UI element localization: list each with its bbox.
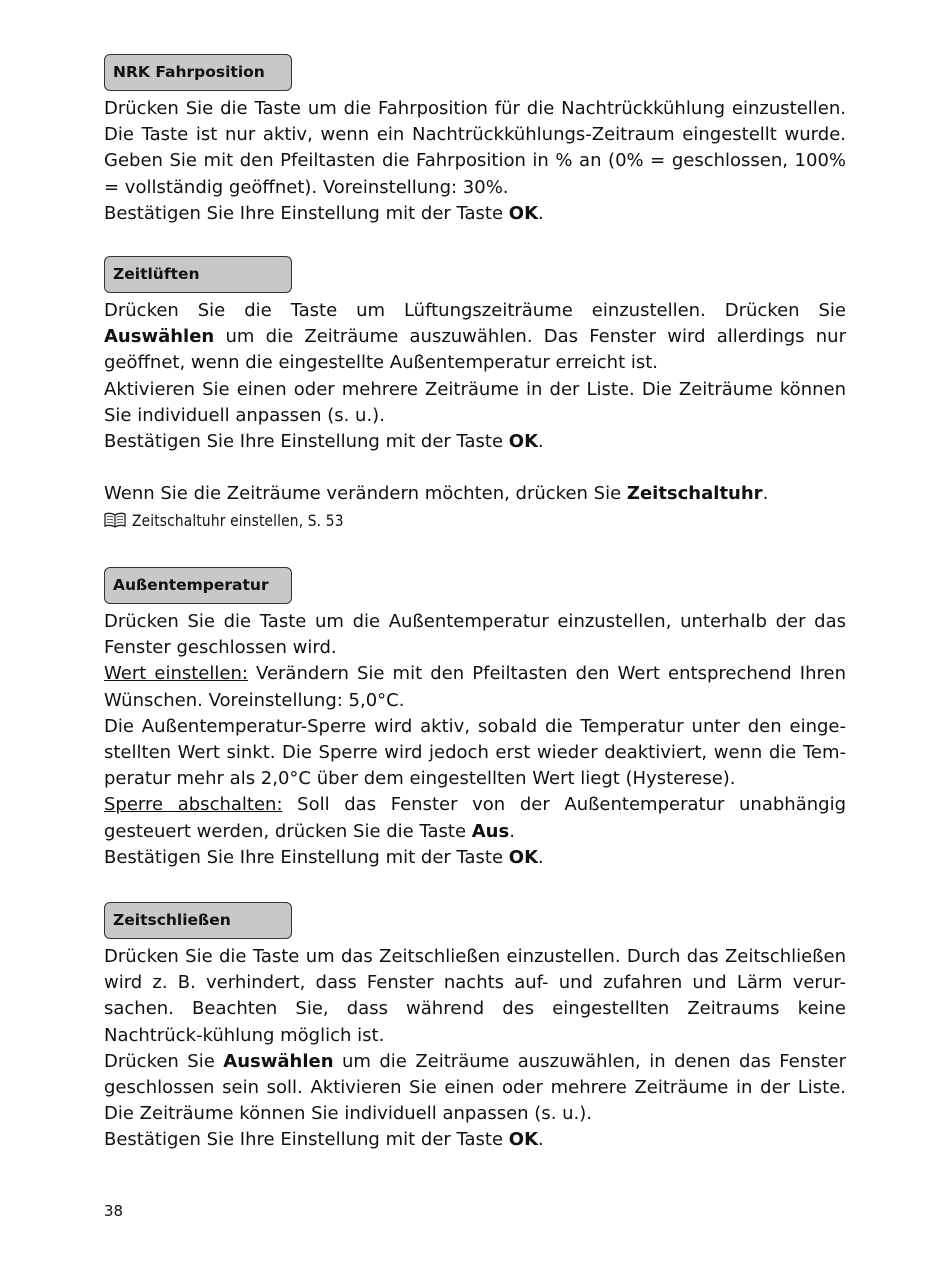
nrk-fahrposition-button[interactable]: NRK Fahrposition xyxy=(104,54,292,91)
zeitschaltuhr-key-label: Zeitschaltuhr xyxy=(626,483,763,505)
wert-einstellen-label: Wert einstellen: xyxy=(104,663,248,685)
paragraph: Sperre abschalten: Soll das Fenster von der Außentemperatur unabhängig gesteuert werden, drücken Sie die Taste Aus. xyxy=(104,794,846,842)
zeitschliessen-button[interactable]: Zeitschließen xyxy=(104,902,292,939)
sperre-abschalten-label: Sperre abschalten: xyxy=(104,794,283,816)
paragraph: Drücken Sie die Taste um Lüftungszeiträume einzustellen. Drücken Sie Auswählen um die Zeiträume auszuwählen. Das Fenster wird allerdings nur geöffnet, wenn die eingestellte Außentemperatur erreicht ist. xyxy=(104,300,846,374)
zeitschliessen-text xyxy=(104,944,846,1154)
paragraph: Wert einstellen: Verändern Sie mit den Pfeiltasten den Wert entsprechend Ihren Wünschen. Voreinstellung: 5,0°C. xyxy=(104,663,846,711)
paragraph: Bestätigen Sie Ihre Einstellung mit der Taste OK. xyxy=(104,431,544,453)
paragraph: Bestätigen Sie Ihre Einstellung mit der Taste OK. xyxy=(104,1129,544,1151)
auswaehlen-key-label: Auswählen xyxy=(223,1050,334,1072)
paragraph: Drücken Sie die Taste um die Fahrposition für die Nachtrückkühlung einzustellen. Die Taste ist nur aktiv, wenn ein Nachtrückkühlungs-Zeitraum eingestellt wurde. Geben Sie mit den Pfeiltasten die Fahrposition in % an (0% = geschlossen, 100% = vollständig geöffnet). Voreinstellung: 30%. xyxy=(104,98,846,198)
paragraph: Wenn Sie die Zeiträume verändern möchten, drücken Sie Zeitschaltuhr. xyxy=(104,483,769,505)
paragraph: Bestätigen Sie Ihre Einstellung mit der Taste OK. xyxy=(104,846,544,868)
page-number: 38 xyxy=(104,1202,124,1220)
aussentemperatur-button[interactable]: Außentemperatur xyxy=(104,567,292,604)
paragraph: Drücken Sie Auswählen um die Zeiträume auszuwählen, in denen das Fenster geschlossen sein soll. Aktivieren Sie einen oder mehrere Zeiträume in der Liste. Die Zeiträume können Sie individuell anpassen (s. u.). xyxy=(104,1050,847,1125)
paragraph: Bestätigen Sie Ihre Einstellung mit der Taste OK. xyxy=(104,202,544,224)
paragraph: Aktivieren Sie einen oder mehrere Zeiträume in der Liste. Die Zeiträume können Sie individuell anpassen (s. u.). xyxy=(104,378,846,426)
ok-key-label: OK xyxy=(508,1129,539,1151)
ok-key-label: OK xyxy=(508,202,539,224)
paragraph: Drücken Sie die Taste um die Außentemperatur einzustellen, unterhalb der das Fenster geschlossen wird. xyxy=(104,611,846,659)
zeitlueften-button[interactable]: Zeitlüften xyxy=(104,256,292,293)
zeitlueften-text xyxy=(104,298,846,535)
ok-key-label: OK xyxy=(508,846,539,868)
cross-reference[interactable] xyxy=(104,507,846,535)
paragraph: Die Außentemperatur-Sperre wird aktiv, sobald die Temperatur unter den einge-stellten Wert sinkt. Die Sperre wird jedoch erst wieder deaktiviert, wenn die Tem-peratur mehr als 2,0°C über dem eingestellten Wert liegt (Hysterese). xyxy=(104,715,846,790)
nrk-fahrposition-text xyxy=(104,96,846,227)
paragraph: Drücken Sie die Taste um das Zeitschließen einzustellen. Durch das Zeitschließen wird z. B. verhindert, dass Fenster nachts auf- und zufahren und Lärm verur-sachen. Beachten Sie, dass während des eingestellten Zeitraums keine Nachtrück-kühlung möglich ist. xyxy=(104,946,846,1046)
auswaehlen-key-label: Auswählen xyxy=(104,326,215,348)
ok-key-label: OK xyxy=(508,431,539,453)
open-book-icon xyxy=(104,512,126,528)
aussentemperatur-text xyxy=(104,609,846,871)
aus-key-label: Aus xyxy=(471,820,510,842)
reference-text: Zeitschaltuhr einstellen, S. 53 xyxy=(132,511,344,531)
